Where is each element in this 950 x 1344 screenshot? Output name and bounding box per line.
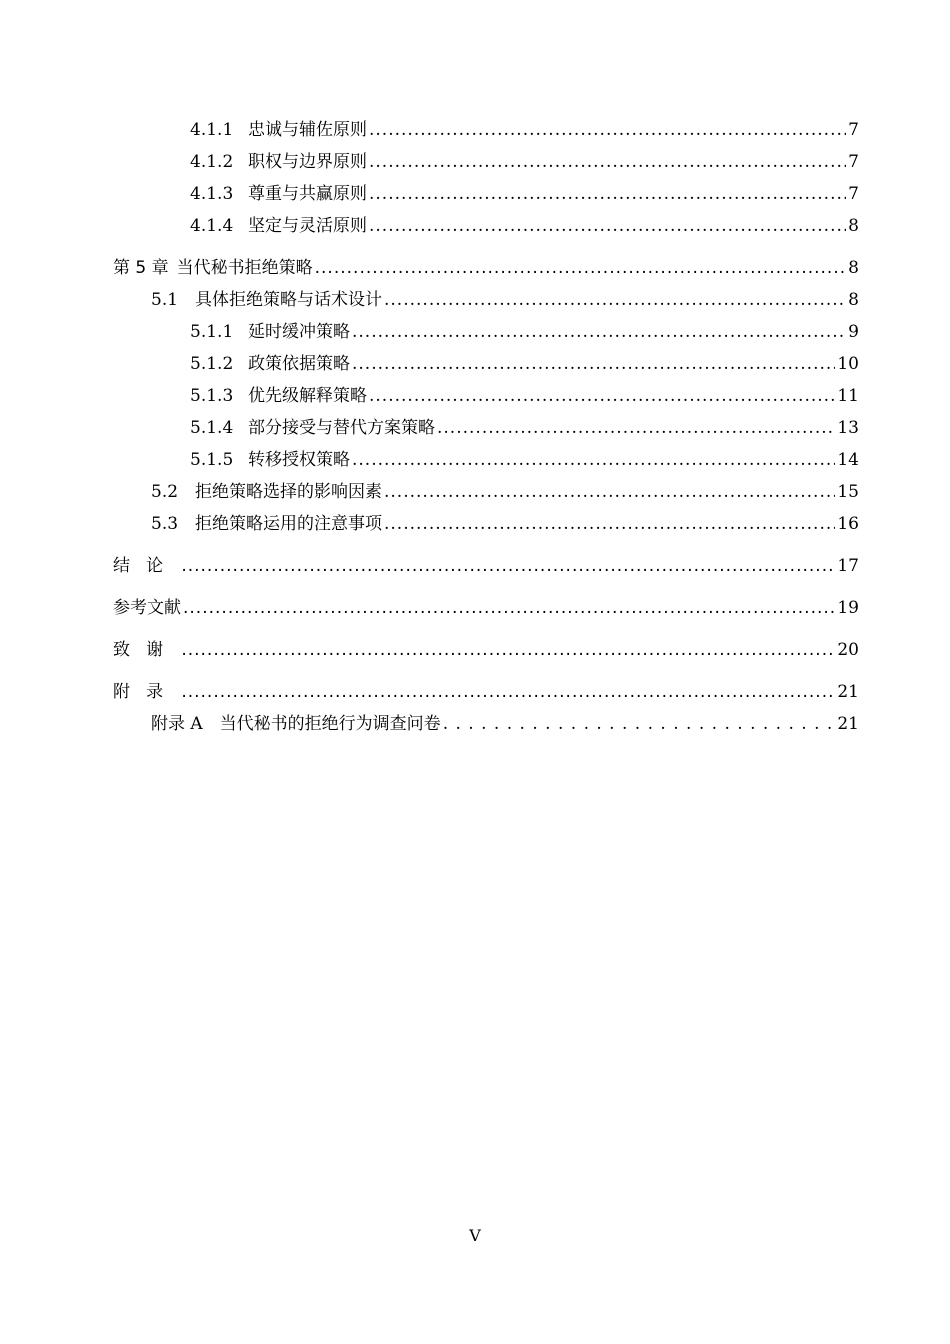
toc-entry-references[interactable] [113, 592, 859, 624]
toc-entry-title: 拒绝策略选择的影响因素 [195, 482, 382, 502]
toc-entry-title: 当代秘书拒绝策略 [176, 258, 313, 278]
toc-entry-number: 5.1.1 [190, 322, 234, 342]
toc-entry-page: 9 [848, 322, 859, 342]
dot-leader [181, 634, 835, 666]
toc-entry-chapter-5[interactable] [113, 252, 859, 284]
toc-entry-title: 致谢 [113, 640, 180, 660]
dot-leader [352, 348, 835, 380]
toc-entry-page: 7 [848, 184, 859, 204]
toc-entry-page: 20 [837, 640, 859, 660]
toc-entry-number: 第 5 章 [113, 258, 169, 278]
toc-entry-5-1-1[interactable] [113, 316, 859, 348]
toc-entry-page: 13 [837, 418, 859, 438]
toc-entry-5-1-4[interactable] [113, 412, 859, 444]
dot-leader [369, 178, 846, 210]
toc-entry-4-1-4[interactable] [113, 210, 859, 242]
dot-leader [181, 550, 835, 582]
toc-entry-number: 5.1.3 [190, 386, 234, 406]
toc-entry-5-1-2[interactable] [113, 348, 859, 380]
toc-entry-title: 优先级解释策略 [248, 386, 367, 406]
dot-leader [181, 676, 835, 708]
toc-entry-page: 16 [837, 514, 859, 534]
toc-entry-title: 附录 A 当代秘书的拒绝行为调查问卷 [151, 714, 441, 734]
toc-entry-number: 5.2 [151, 482, 179, 502]
dot-leader [352, 316, 846, 348]
toc-entry-title: 坚定与灵活原则 [248, 216, 367, 236]
dot-leader [369, 146, 846, 178]
toc-entry-page: 11 [837, 386, 859, 406]
dot-leader [369, 210, 846, 242]
dot-leader [384, 284, 846, 316]
toc-entry-page: 17 [837, 556, 859, 576]
toc-entry-number: 5.1.2 [190, 354, 234, 374]
toc-entry-page: 8 [848, 258, 859, 278]
toc-entry-5-1[interactable] [113, 284, 859, 316]
dot-leader [315, 252, 847, 284]
toc-entry-number: 4.1.2 [190, 152, 234, 172]
toc-entry-number: 5.1 [151, 290, 179, 310]
toc-entry-title: 政策依据策略 [248, 354, 350, 374]
toc-entry-5-1-5[interactable] [113, 444, 859, 476]
toc-entry-page: 15 [837, 482, 859, 502]
dot-leader [443, 708, 836, 740]
toc-entry-number: 4.1.3 [190, 184, 234, 204]
toc-entry-title: 附录 [113, 682, 180, 702]
toc-entry-page: 10 [837, 354, 859, 374]
toc-entry-number: 4.1.4 [190, 216, 234, 236]
toc-entry-number: 5.1.5 [190, 450, 234, 470]
toc-entry-title: 拒绝策略运用的注意事项 [195, 514, 382, 534]
toc-entry-title: 忠诚与辅佐原则 [248, 120, 367, 140]
toc-entry-4-1-1[interactable] [113, 114, 859, 146]
dot-leader [384, 476, 835, 508]
table-of-contents [113, 114, 859, 740]
toc-entry-title: 延时缓冲策略 [248, 322, 350, 342]
dot-leader [384, 508, 835, 540]
toc-entry-number: 5.1.4 [190, 418, 234, 438]
dot-leader [352, 444, 835, 476]
toc-entry-page: 21 [837, 714, 859, 734]
toc-entry-acknowledgements[interactable] [113, 634, 859, 666]
dot-leader [369, 380, 835, 412]
toc-entry-number: 4.1.1 [190, 120, 234, 140]
toc-entry-title: 参考文献 [113, 598, 181, 618]
toc-entry-title: 职权与边界原则 [248, 152, 367, 172]
toc-entry-4-1-2[interactable] [113, 146, 859, 178]
dot-leader [183, 592, 835, 624]
toc-entry-page: 8 [848, 290, 859, 310]
toc-entry-title: 具体拒绝策略与话术设计 [195, 290, 382, 310]
toc-entry-page: 7 [848, 152, 859, 172]
toc-entry-appendix-a[interactable] [113, 708, 859, 740]
toc-entry-title: 结论 [113, 556, 180, 576]
toc-entry-number: 5.3 [151, 514, 179, 534]
toc-entry-page: 8 [848, 216, 859, 236]
toc-entry-page: 21 [837, 682, 859, 702]
dot-leader [369, 114, 846, 146]
toc-entry-title: 尊重与共赢原则 [248, 184, 367, 204]
toc-entry-4-1-3[interactable] [113, 178, 859, 210]
toc-entry-appendix[interactable] [113, 676, 859, 708]
toc-entry-page: 19 [837, 598, 859, 618]
toc-entry-title: 转移授权策略 [248, 450, 350, 470]
toc-entry-page: 7 [848, 120, 859, 140]
dot-leader [437, 412, 835, 444]
toc-entry-5-2[interactable] [113, 476, 859, 508]
toc-entry-page: 14 [837, 450, 859, 470]
toc-entry-5-3[interactable] [113, 508, 859, 540]
toc-entry-title: 部分接受与替代方案策略 [248, 418, 435, 438]
toc-entry-5-1-3[interactable] [113, 380, 859, 412]
toc-entry-conclusion[interactable] [113, 550, 859, 582]
page-number: V [469, 1226, 481, 1245]
